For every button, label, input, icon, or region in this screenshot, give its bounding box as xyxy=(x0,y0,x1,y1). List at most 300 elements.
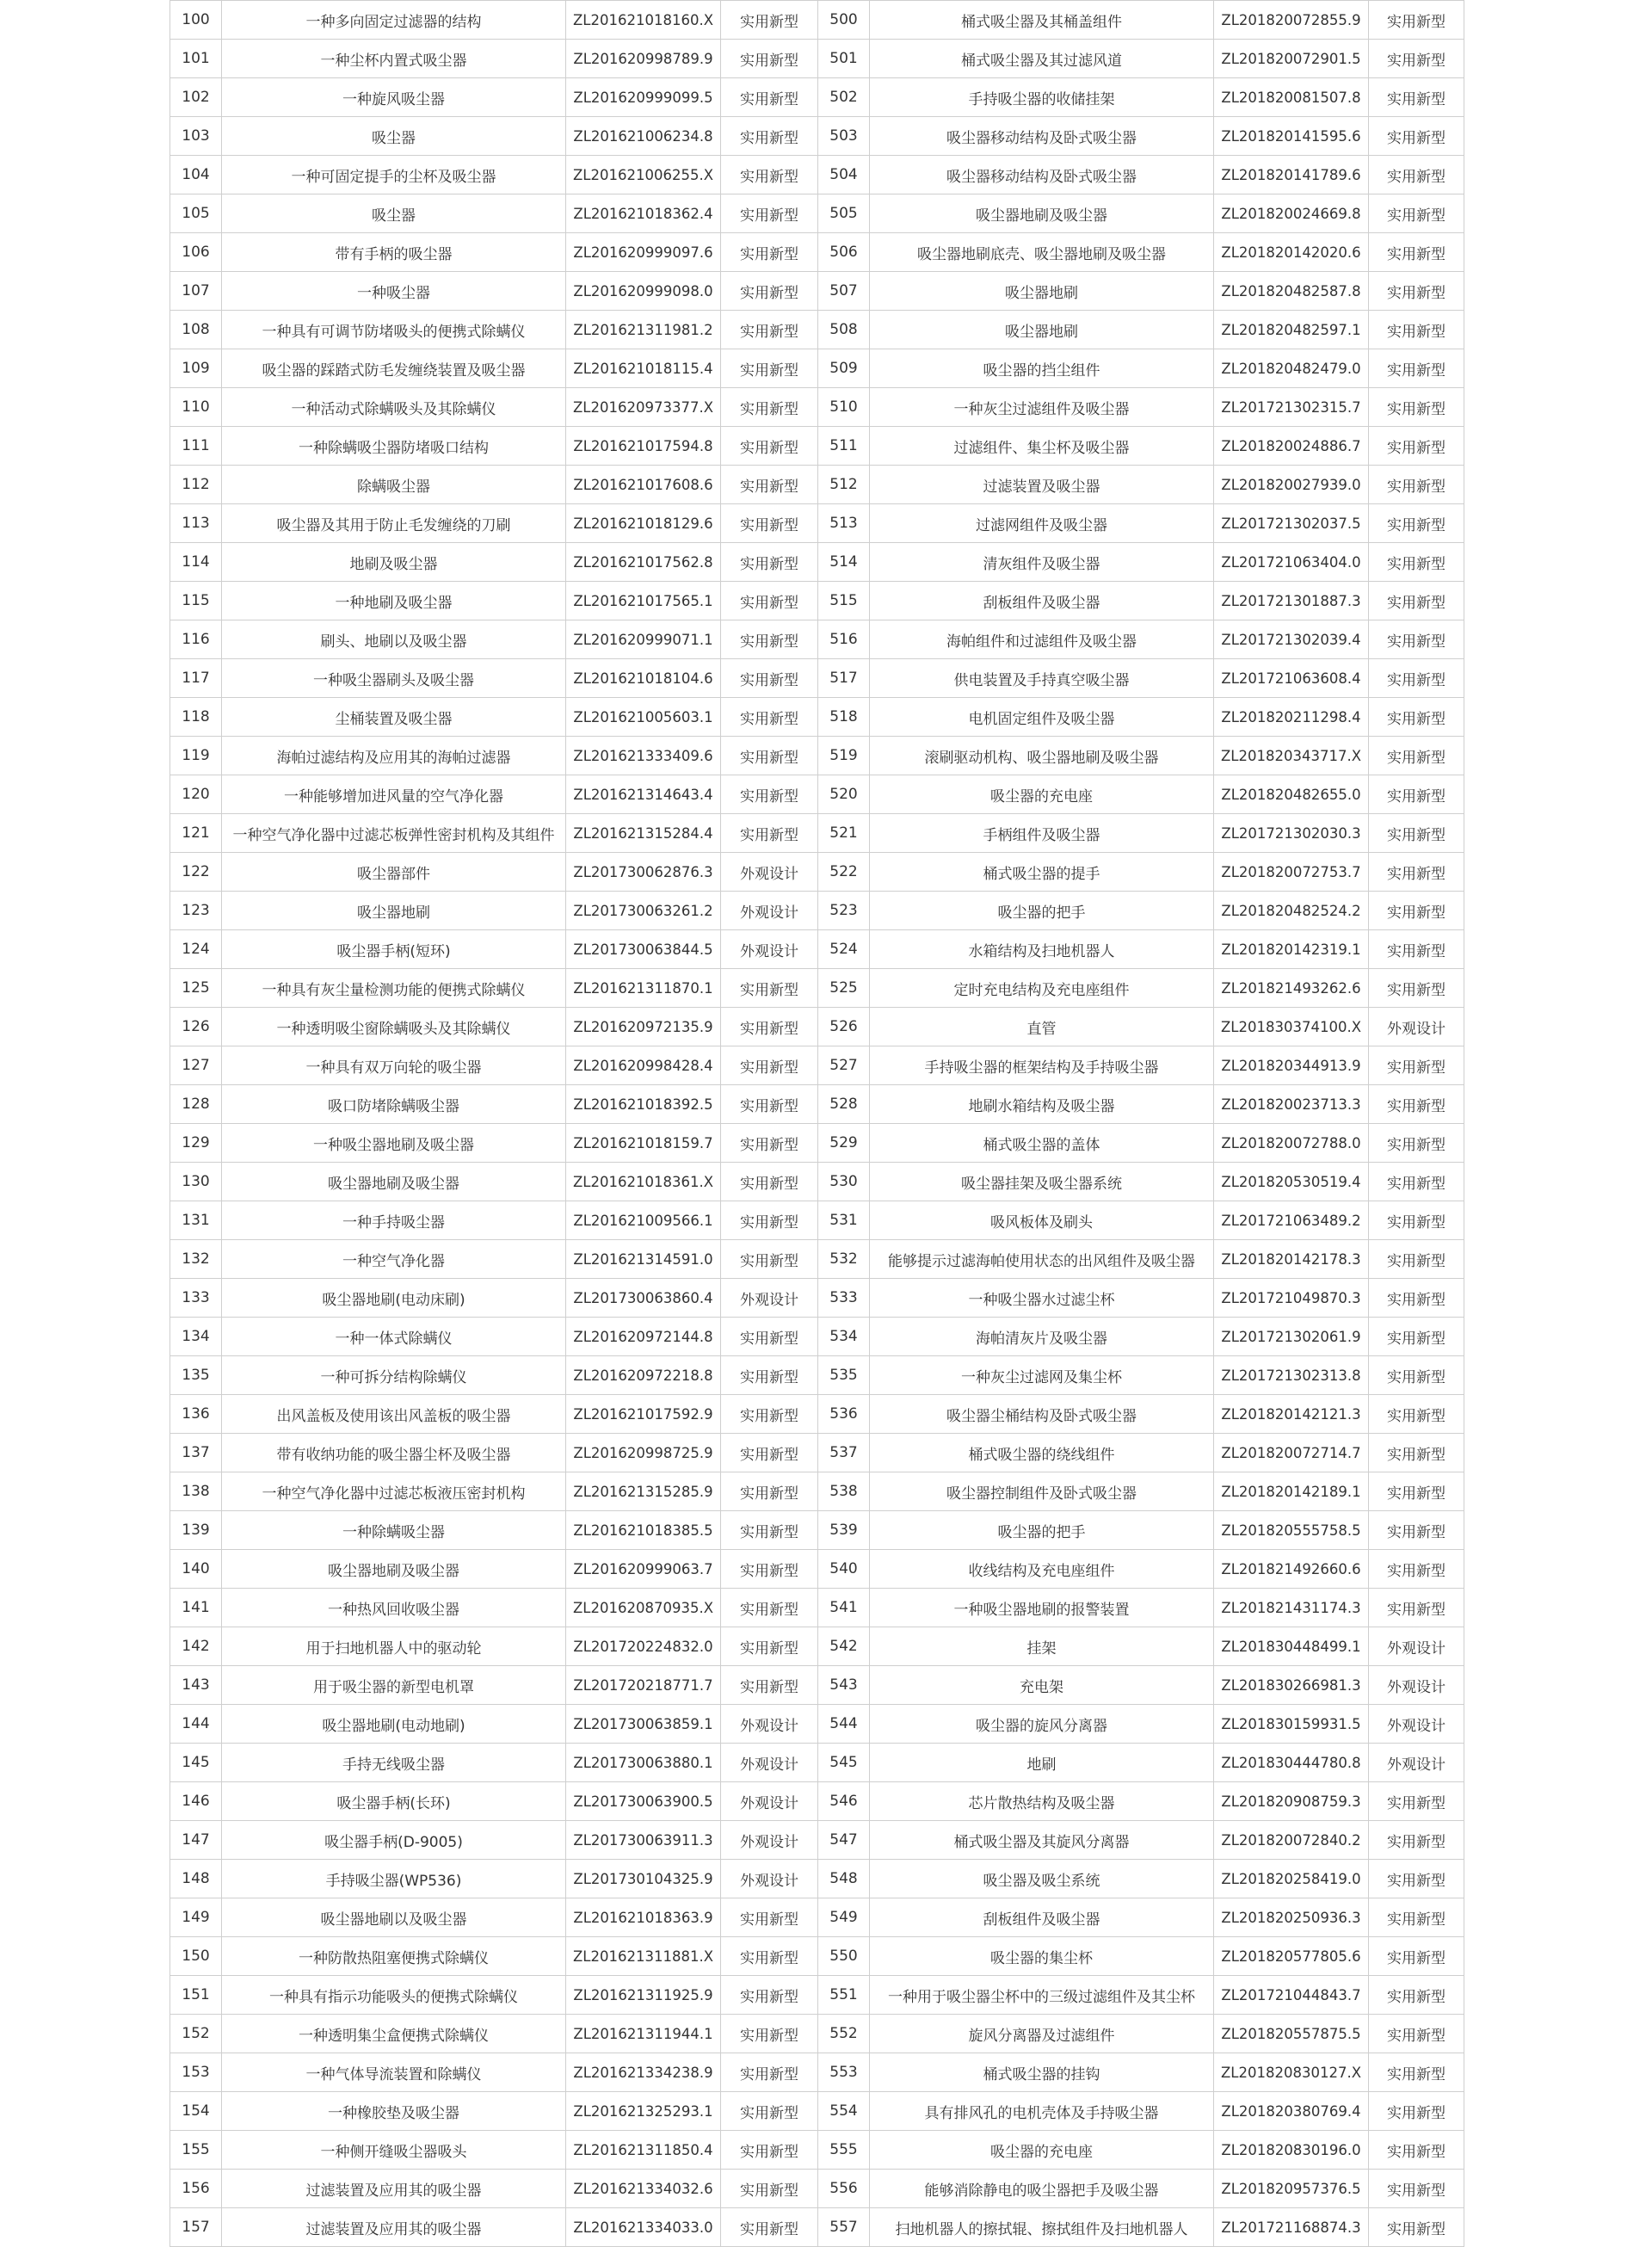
cell-index: 522 xyxy=(818,853,870,892)
cell-patent-type: 实用新型 xyxy=(1369,1434,1464,1472)
cell-patent-type: 实用新型 xyxy=(721,2170,818,2208)
table-row xyxy=(170,1124,1464,1163)
cell-index: 530 xyxy=(818,1163,870,1201)
table-row xyxy=(170,311,1464,349)
cell-patent-type: 实用新型 xyxy=(721,233,818,272)
cell-title: 一种用于吸尘器尘杯中的三级过滤组件及其尘杯 xyxy=(870,1976,1214,2015)
cell-index: 140 xyxy=(170,1550,222,1589)
cell-index: 557 xyxy=(818,2208,870,2247)
cell-patent-type: 实用新型 xyxy=(721,1937,818,1976)
cell-title: 吸尘器手柄(D-9005) xyxy=(222,1821,566,1860)
cell-patent-number: ZL201621017562.8 xyxy=(566,543,721,582)
cell-title: 一种具有指示功能吸头的便携式除螨仪 xyxy=(222,1976,566,2015)
cell-index: 109 xyxy=(170,349,222,388)
cell-index: 505 xyxy=(818,194,870,233)
cell-patent-number: ZL201621006255.X xyxy=(566,156,721,194)
cell-title: 吸尘器地刷及吸尘器 xyxy=(222,1550,566,1589)
cell-index: 145 xyxy=(170,1744,222,1782)
cell-patent-type: 实用新型 xyxy=(721,2131,818,2170)
cell-patent-type: 实用新型 xyxy=(1369,194,1464,233)
cell-title: 尘桶装置及吸尘器 xyxy=(222,698,566,737)
cell-title: 挂架 xyxy=(870,1627,1214,1666)
cell-index: 125 xyxy=(170,969,222,1008)
cell-patent-number: ZL201820081507.8 xyxy=(1214,78,1369,117)
table-row xyxy=(170,582,1464,620)
cell-patent-type: 实用新型 xyxy=(721,2092,818,2131)
cell-patent-type: 实用新型 xyxy=(721,1124,818,1163)
cell-patent-number: ZL201621018104.6 xyxy=(566,659,721,698)
table-row xyxy=(170,349,1464,388)
cell-title: 吸尘器地刷(电动地刷) xyxy=(222,1705,566,1744)
cell-title: 电机固定组件及吸尘器 xyxy=(870,698,1214,737)
cell-patent-type: 外观设计 xyxy=(1369,1744,1464,1782)
cell-title: 吸尘器的把手 xyxy=(870,1511,1214,1550)
cell-title: 吸尘器的踩踏式防毛发缠绕装置及吸尘器 xyxy=(222,349,566,388)
cell-title: 带有手柄的吸尘器 xyxy=(222,233,566,272)
cell-index: 535 xyxy=(818,1356,870,1395)
cell-patent-type: 实用新型 xyxy=(721,427,818,466)
cell-patent-type: 实用新型 xyxy=(1369,1240,1464,1279)
cell-title: 吸尘器地刷 xyxy=(870,311,1214,349)
cell-index: 141 xyxy=(170,1589,222,1627)
cell-patent-type: 实用新型 xyxy=(1369,272,1464,311)
cell-index: 143 xyxy=(170,1666,222,1705)
cell-patent-type: 实用新型 xyxy=(1369,2053,1464,2092)
cell-title: 吸尘器的集尘杯 xyxy=(870,1937,1214,1976)
cell-index: 152 xyxy=(170,2015,222,2053)
cell-title: 吸尘器的把手 xyxy=(870,892,1214,930)
cell-title: 地刷水箱结构及吸尘器 xyxy=(870,1085,1214,1124)
table-row xyxy=(170,2015,1464,2053)
cell-title: 吸尘器移动结构及卧式吸尘器 xyxy=(870,156,1214,194)
cell-index: 101 xyxy=(170,40,222,78)
cell-patent-type: 实用新型 xyxy=(721,1008,818,1046)
cell-patent-type: 实用新型 xyxy=(721,1240,818,1279)
cell-title: 吸尘器手柄(长环) xyxy=(222,1782,566,1821)
cell-patent-number: ZL201621009566.1 xyxy=(566,1201,721,1240)
cell-index: 144 xyxy=(170,1705,222,1744)
cell-index: 115 xyxy=(170,582,222,620)
cell-patent-number: ZL201830448499.1 xyxy=(1214,1627,1369,1666)
cell-index: 117 xyxy=(170,659,222,698)
cell-patent-number: ZL201620999063.7 xyxy=(566,1550,721,1589)
patent-table xyxy=(170,0,1464,2247)
cell-patent-number: ZL201621334238.9 xyxy=(566,2053,721,2092)
cell-index: 122 xyxy=(170,853,222,892)
table-row xyxy=(170,1046,1464,1085)
cell-title: 桶式吸尘器的绕线组件 xyxy=(870,1434,1214,1472)
cell-index: 555 xyxy=(818,2131,870,2170)
cell-patent-number: ZL201721302039.4 xyxy=(1214,620,1369,659)
cell-index: 550 xyxy=(818,1937,870,1976)
cell-title: 海帕过滤结构及应用其的海帕过滤器 xyxy=(222,737,566,775)
cell-patent-type: 外观设计 xyxy=(721,892,818,930)
cell-patent-type: 实用新型 xyxy=(1369,1356,1464,1395)
cell-index: 129 xyxy=(170,1124,222,1163)
table-row xyxy=(170,969,1464,1008)
cell-patent-number: ZL201820072855.9 xyxy=(1214,1,1369,40)
cell-title: 用于扫地机器人中的驱动轮 xyxy=(222,1627,566,1666)
table-row xyxy=(170,2208,1464,2247)
cell-patent-type: 实用新型 xyxy=(1369,504,1464,543)
cell-index: 508 xyxy=(818,311,870,349)
cell-index: 528 xyxy=(818,1085,870,1124)
cell-title: 一种吸尘器水过滤尘杯 xyxy=(870,1279,1214,1318)
cell-patent-number: ZL201820830196.0 xyxy=(1214,2131,1369,2170)
cell-index: 539 xyxy=(818,1511,870,1550)
cell-patent-number: ZL201721302061.9 xyxy=(1214,1318,1369,1356)
cell-title: 一种可固定提手的尘杯及吸尘器 xyxy=(222,156,566,194)
cell-patent-number: ZL201721044843.7 xyxy=(1214,1976,1369,2015)
cell-index: 520 xyxy=(818,775,870,814)
cell-patent-type: 实用新型 xyxy=(721,620,818,659)
cell-patent-number: ZL201820027939.0 xyxy=(1214,466,1369,504)
cell-patent-type: 实用新型 xyxy=(721,1,818,40)
cell-title: 用于吸尘器的新型电机罩 xyxy=(222,1666,566,1705)
cell-patent-number: ZL201820141595.6 xyxy=(1214,117,1369,156)
cell-index: 531 xyxy=(818,1201,870,1240)
cell-index: 541 xyxy=(818,1589,870,1627)
cell-patent-type: 实用新型 xyxy=(721,504,818,543)
cell-index: 148 xyxy=(170,1860,222,1898)
cell-index: 533 xyxy=(818,1279,870,1318)
cell-index: 119 xyxy=(170,737,222,775)
cell-patent-number: ZL201620999071.1 xyxy=(566,620,721,659)
cell-title: 一种空气净化器 xyxy=(222,1240,566,1279)
cell-index: 545 xyxy=(818,1744,870,1782)
cell-patent-number: ZL201730063911.3 xyxy=(566,1821,721,1860)
cell-patent-number: ZL201820908759.3 xyxy=(1214,1782,1369,1821)
cell-title: 地刷及吸尘器 xyxy=(222,543,566,582)
table-row xyxy=(170,1589,1464,1627)
cell-title: 吸尘器地刷 xyxy=(222,892,566,930)
cell-patent-number: ZL201820072788.0 xyxy=(1214,1124,1369,1163)
cell-title: 一种一体式除螨仪 xyxy=(222,1318,566,1356)
table-row xyxy=(170,1976,1464,2015)
cell-patent-type: 实用新型 xyxy=(721,156,818,194)
cell-title: 吸尘器地刷 xyxy=(870,272,1214,311)
cell-patent-type: 实用新型 xyxy=(1369,1163,1464,1201)
cell-patent-type: 实用新型 xyxy=(1369,1395,1464,1434)
cell-index: 513 xyxy=(818,504,870,543)
cell-patent-type: 实用新型 xyxy=(1369,1898,1464,1937)
cell-title: 吸尘器及其用于防止毛发缠绕的刀刷 xyxy=(222,504,566,543)
cell-patent-type: 实用新型 xyxy=(1369,2092,1464,2131)
cell-patent-type: 实用新型 xyxy=(1369,427,1464,466)
cell-patent-number: ZL201621018392.5 xyxy=(566,1085,721,1124)
cell-patent-type: 实用新型 xyxy=(1369,2208,1464,2247)
cell-patent-number: ZL201820830127.X xyxy=(1214,2053,1369,2092)
cell-patent-number: ZL201721063489.2 xyxy=(1214,1201,1369,1240)
cell-patent-number: ZL201621006234.8 xyxy=(566,117,721,156)
cell-patent-type: 实用新型 xyxy=(1369,1821,1464,1860)
cell-patent-type: 实用新型 xyxy=(1369,1046,1464,1085)
cell-patent-number: ZL201621315285.9 xyxy=(566,1472,721,1511)
cell-patent-type: 实用新型 xyxy=(721,582,818,620)
cell-patent-number: ZL201621311981.2 xyxy=(566,311,721,349)
cell-patent-type: 外观设计 xyxy=(721,1744,818,1782)
cell-index: 127 xyxy=(170,1046,222,1085)
table-row xyxy=(170,1821,1464,1860)
table-row xyxy=(170,427,1464,466)
cell-patent-number: ZL201820258419.0 xyxy=(1214,1860,1369,1898)
cell-patent-type: 实用新型 xyxy=(1369,1860,1464,1898)
cell-title: 一种具有灰尘量检测功能的便携式除螨仪 xyxy=(222,969,566,1008)
cell-index: 123 xyxy=(170,892,222,930)
cell-patent-type: 实用新型 xyxy=(721,1046,818,1085)
cell-patent-number: ZL201820482655.0 xyxy=(1214,775,1369,814)
cell-title: 充电架 xyxy=(870,1666,1214,1705)
cell-title: 吸尘器的旋风分离器 xyxy=(870,1705,1214,1744)
table-row xyxy=(170,2170,1464,2208)
cell-title: 具有排风孔的电机壳体及手持吸尘器 xyxy=(870,2092,1214,2131)
cell-patent-type: 实用新型 xyxy=(721,1898,818,1937)
cell-index: 504 xyxy=(818,156,870,194)
cell-patent-number: ZL201621018129.6 xyxy=(566,504,721,543)
cell-title: 一种空气净化器中过滤芯板弹性密封机构及其组件 xyxy=(222,814,566,853)
cell-index: 536 xyxy=(818,1395,870,1434)
cell-patent-type: 实用新型 xyxy=(721,1627,818,1666)
cell-patent-number: ZL201621314643.4 xyxy=(566,775,721,814)
cell-patent-type: 实用新型 xyxy=(721,775,818,814)
cell-index: 534 xyxy=(818,1318,870,1356)
cell-title: 吸风板体及刷头 xyxy=(870,1201,1214,1240)
cell-title: 吸尘器地刷以及吸尘器 xyxy=(222,1898,566,1937)
cell-patent-number: ZL201620870935.X xyxy=(566,1589,721,1627)
cell-patent-type: 实用新型 xyxy=(1369,1472,1464,1511)
table-row xyxy=(170,40,1464,78)
cell-patent-type: 实用新型 xyxy=(1369,1279,1464,1318)
cell-index: 552 xyxy=(818,2015,870,2053)
table-row xyxy=(170,388,1464,427)
cell-patent-type: 实用新型 xyxy=(1369,892,1464,930)
cell-title: 手持无线吸尘器 xyxy=(222,1744,566,1782)
cell-patent-type: 实用新型 xyxy=(721,1589,818,1627)
table-row xyxy=(170,1356,1464,1395)
cell-index: 507 xyxy=(818,272,870,311)
cell-patent-number: ZL201621018159.7 xyxy=(566,1124,721,1163)
cell-patent-number: ZL201620972135.9 xyxy=(566,1008,721,1046)
cell-index: 516 xyxy=(818,620,870,659)
table-row xyxy=(170,1627,1464,1666)
cell-patent-number: ZL201820482479.0 xyxy=(1214,349,1369,388)
table-row xyxy=(170,1937,1464,1976)
cell-title: 能够消除静电的吸尘器把手及吸尘器 xyxy=(870,2170,1214,2208)
cell-patent-type: 实用新型 xyxy=(721,349,818,388)
table-row xyxy=(170,1898,1464,1937)
cell-title: 一种橡胶垫及吸尘器 xyxy=(222,2092,566,2131)
cell-title: 旋风分离器及过滤组件 xyxy=(870,2015,1214,2053)
patent-table-body xyxy=(170,1,1464,2247)
cell-title: 桶式吸尘器及其桶盖组件 xyxy=(870,1,1214,40)
table-row xyxy=(170,194,1464,233)
cell-index: 112 xyxy=(170,466,222,504)
cell-index: 133 xyxy=(170,1279,222,1318)
cell-title: 能够提示过滤海帕使用状态的出风组件及吸尘器 xyxy=(870,1240,1214,1279)
cell-patent-number: ZL201820482524.2 xyxy=(1214,892,1369,930)
cell-index: 525 xyxy=(818,969,870,1008)
table-row xyxy=(170,1550,1464,1589)
cell-index: 502 xyxy=(818,78,870,117)
cell-index: 153 xyxy=(170,2053,222,2092)
cell-index: 100 xyxy=(170,1,222,40)
cell-index: 509 xyxy=(818,349,870,388)
cell-title: 一种热风回收吸尘器 xyxy=(222,1589,566,1627)
cell-title: 一种可拆分结构除螨仪 xyxy=(222,1356,566,1395)
cell-patent-number: ZL201721049870.3 xyxy=(1214,1279,1369,1318)
cell-patent-number: ZL201730063880.1 xyxy=(566,1744,721,1782)
table-row xyxy=(170,620,1464,659)
cell-patent-type: 外观设计 xyxy=(1369,1008,1464,1046)
cell-patent-number: ZL201820577805.6 xyxy=(1214,1937,1369,1976)
cell-patent-type: 实用新型 xyxy=(1369,1976,1464,2015)
cell-title: 吸尘器挂架及吸尘器系统 xyxy=(870,1163,1214,1201)
cell-index: 113 xyxy=(170,504,222,543)
cell-patent-type: 实用新型 xyxy=(721,1472,818,1511)
cell-title: 吸尘器的充电座 xyxy=(870,2131,1214,2170)
cell-title: 手柄组件及吸尘器 xyxy=(870,814,1214,853)
table-row xyxy=(170,1240,1464,1279)
table-row xyxy=(170,1201,1464,1240)
cell-patent-number: ZL201820380769.4 xyxy=(1214,2092,1369,2131)
cell-index: 514 xyxy=(818,543,870,582)
cell-patent-type: 外观设计 xyxy=(721,930,818,969)
cell-patent-number: ZL201820250936.3 xyxy=(1214,1898,1369,1937)
cell-index: 114 xyxy=(170,543,222,582)
cell-patent-number: ZL201621018115.4 xyxy=(566,349,721,388)
cell-title: 一种透明集尘盒便携式除螨仪 xyxy=(222,2015,566,2053)
cell-patent-type: 实用新型 xyxy=(1369,388,1464,427)
cell-index: 105 xyxy=(170,194,222,233)
cell-patent-number: ZL201820072901.5 xyxy=(1214,40,1369,78)
cell-patent-number: ZL201621017594.8 xyxy=(566,427,721,466)
table-row xyxy=(170,466,1464,504)
table-row xyxy=(170,1,1464,40)
cell-index: 149 xyxy=(170,1898,222,1937)
cell-patent-number: ZL201830159931.5 xyxy=(1214,1705,1369,1744)
cell-patent-type: 实用新型 xyxy=(1369,233,1464,272)
cell-patent-number: ZL201820141789.6 xyxy=(1214,156,1369,194)
cell-patent-type: 实用新型 xyxy=(721,1085,818,1124)
cell-title: 带有收纳功能的吸尘器尘杯及吸尘器 xyxy=(222,1434,566,1472)
cell-patent-type: 实用新型 xyxy=(1369,930,1464,969)
cell-patent-type: 外观设计 xyxy=(721,1279,818,1318)
cell-index: 118 xyxy=(170,698,222,737)
cell-title: 一种能够增加进风量的空气净化器 xyxy=(222,775,566,814)
cell-index: 126 xyxy=(170,1008,222,1046)
cell-patent-type: 实用新型 xyxy=(721,1511,818,1550)
cell-index: 136 xyxy=(170,1395,222,1434)
cell-patent-type: 实用新型 xyxy=(721,272,818,311)
cell-title: 吸尘器的充电座 xyxy=(870,775,1214,814)
cell-title: 一种吸尘器地刷及吸尘器 xyxy=(222,1124,566,1163)
cell-patent-type: 实用新型 xyxy=(1369,814,1464,853)
cell-index: 104 xyxy=(170,156,222,194)
cell-index: 519 xyxy=(818,737,870,775)
table-row xyxy=(170,233,1464,272)
cell-patent-type: 实用新型 xyxy=(721,814,818,853)
cell-index: 506 xyxy=(818,233,870,272)
cell-patent-number: ZL201720224832.0 xyxy=(566,1627,721,1666)
table-row xyxy=(170,2053,1464,2092)
cell-patent-type: 实用新型 xyxy=(721,543,818,582)
cell-patent-number: ZL201621018361.X xyxy=(566,1163,721,1201)
cell-title: 吸尘器地刷底壳、吸尘器地刷及吸尘器 xyxy=(870,233,1214,272)
cell-patent-number: ZL201621018363.9 xyxy=(566,1898,721,1937)
cell-index: 128 xyxy=(170,1085,222,1124)
cell-patent-number: ZL201820023713.3 xyxy=(1214,1085,1369,1124)
cell-title: 吸尘器手柄(短环) xyxy=(222,930,566,969)
cell-patent-type: 实用新型 xyxy=(721,1666,818,1705)
cell-patent-number: ZL201621334032.6 xyxy=(566,2170,721,2208)
cell-patent-number: ZL201730063860.4 xyxy=(566,1279,721,1318)
cell-patent-type: 实用新型 xyxy=(1369,2131,1464,2170)
cell-patent-type: 实用新型 xyxy=(721,40,818,78)
cell-patent-number: ZL201720218771.7 xyxy=(566,1666,721,1705)
cell-index: 111 xyxy=(170,427,222,466)
cell-index: 549 xyxy=(818,1898,870,1937)
cell-patent-number: ZL201820555758.5 xyxy=(1214,1511,1369,1550)
cell-patent-number: ZL201820957376.5 xyxy=(1214,2170,1369,2208)
cell-patent-type: 实用新型 xyxy=(1369,156,1464,194)
cell-title: 一种具有可调节防堵吸头的便携式除螨仪 xyxy=(222,311,566,349)
cell-patent-type: 实用新型 xyxy=(721,2053,818,2092)
cell-title: 吸尘器部件 xyxy=(222,853,566,892)
cell-title: 一种侧开缝吸尘器吸头 xyxy=(222,2131,566,2170)
cell-title: 供电装置及手持真空吸尘器 xyxy=(870,659,1214,698)
table-row xyxy=(170,1395,1464,1434)
cell-index: 527 xyxy=(818,1046,870,1085)
cell-index: 157 xyxy=(170,2208,222,2247)
cell-patent-type: 实用新型 xyxy=(1369,698,1464,737)
cell-patent-type: 实用新型 xyxy=(1369,40,1464,78)
cell-patent-number: ZL201620972144.8 xyxy=(566,1318,721,1356)
cell-patent-number: ZL201820024886.7 xyxy=(1214,427,1369,466)
table-row xyxy=(170,1279,1464,1318)
cell-patent-number: ZL201621314591.0 xyxy=(566,1240,721,1279)
cell-patent-number: ZL201621311925.9 xyxy=(566,1976,721,2015)
cell-title: 一种灰尘过滤组件及吸尘器 xyxy=(870,388,1214,427)
cell-patent-number: ZL201730063900.5 xyxy=(566,1782,721,1821)
cell-patent-number: ZL201730104325.9 xyxy=(566,1860,721,1898)
cell-index: 529 xyxy=(818,1124,870,1163)
cell-patent-type: 实用新型 xyxy=(721,388,818,427)
cell-title: 一种空气净化器中过滤芯板液压密封机构 xyxy=(222,1472,566,1511)
cell-index: 154 xyxy=(170,2092,222,2131)
cell-title: 芯片散热结构及吸尘器 xyxy=(870,1782,1214,1821)
cell-patent-number: ZL201820142189.1 xyxy=(1214,1472,1369,1511)
table-row xyxy=(170,1782,1464,1821)
cell-index: 156 xyxy=(170,2170,222,2208)
cell-patent-type: 实用新型 xyxy=(1369,543,1464,582)
cell-title: 过滤装置及吸尘器 xyxy=(870,466,1214,504)
table-row xyxy=(170,1008,1464,1046)
cell-title: 吸尘器的挡尘组件 xyxy=(870,349,1214,388)
table-row xyxy=(170,1666,1464,1705)
cell-patent-type: 外观设计 xyxy=(721,853,818,892)
cell-title: 一种手持吸尘器 xyxy=(222,1201,566,1240)
cell-patent-number: ZL201830444780.8 xyxy=(1214,1744,1369,1782)
cell-title: 过滤组件、集尘杯及吸尘器 xyxy=(870,427,1214,466)
cell-patent-number: ZL201830374100.X xyxy=(1214,1008,1369,1046)
cell-title: 手持吸尘器的收储挂架 xyxy=(870,78,1214,117)
table-row xyxy=(170,930,1464,969)
cell-patent-number: ZL201721063404.0 xyxy=(1214,543,1369,582)
cell-index: 155 xyxy=(170,2131,222,2170)
cell-title: 一种防散热阻塞便携式除螨仪 xyxy=(222,1937,566,1976)
cell-patent-number: ZL201730063844.5 xyxy=(566,930,721,969)
cell-patent-type: 外观设计 xyxy=(1369,1705,1464,1744)
